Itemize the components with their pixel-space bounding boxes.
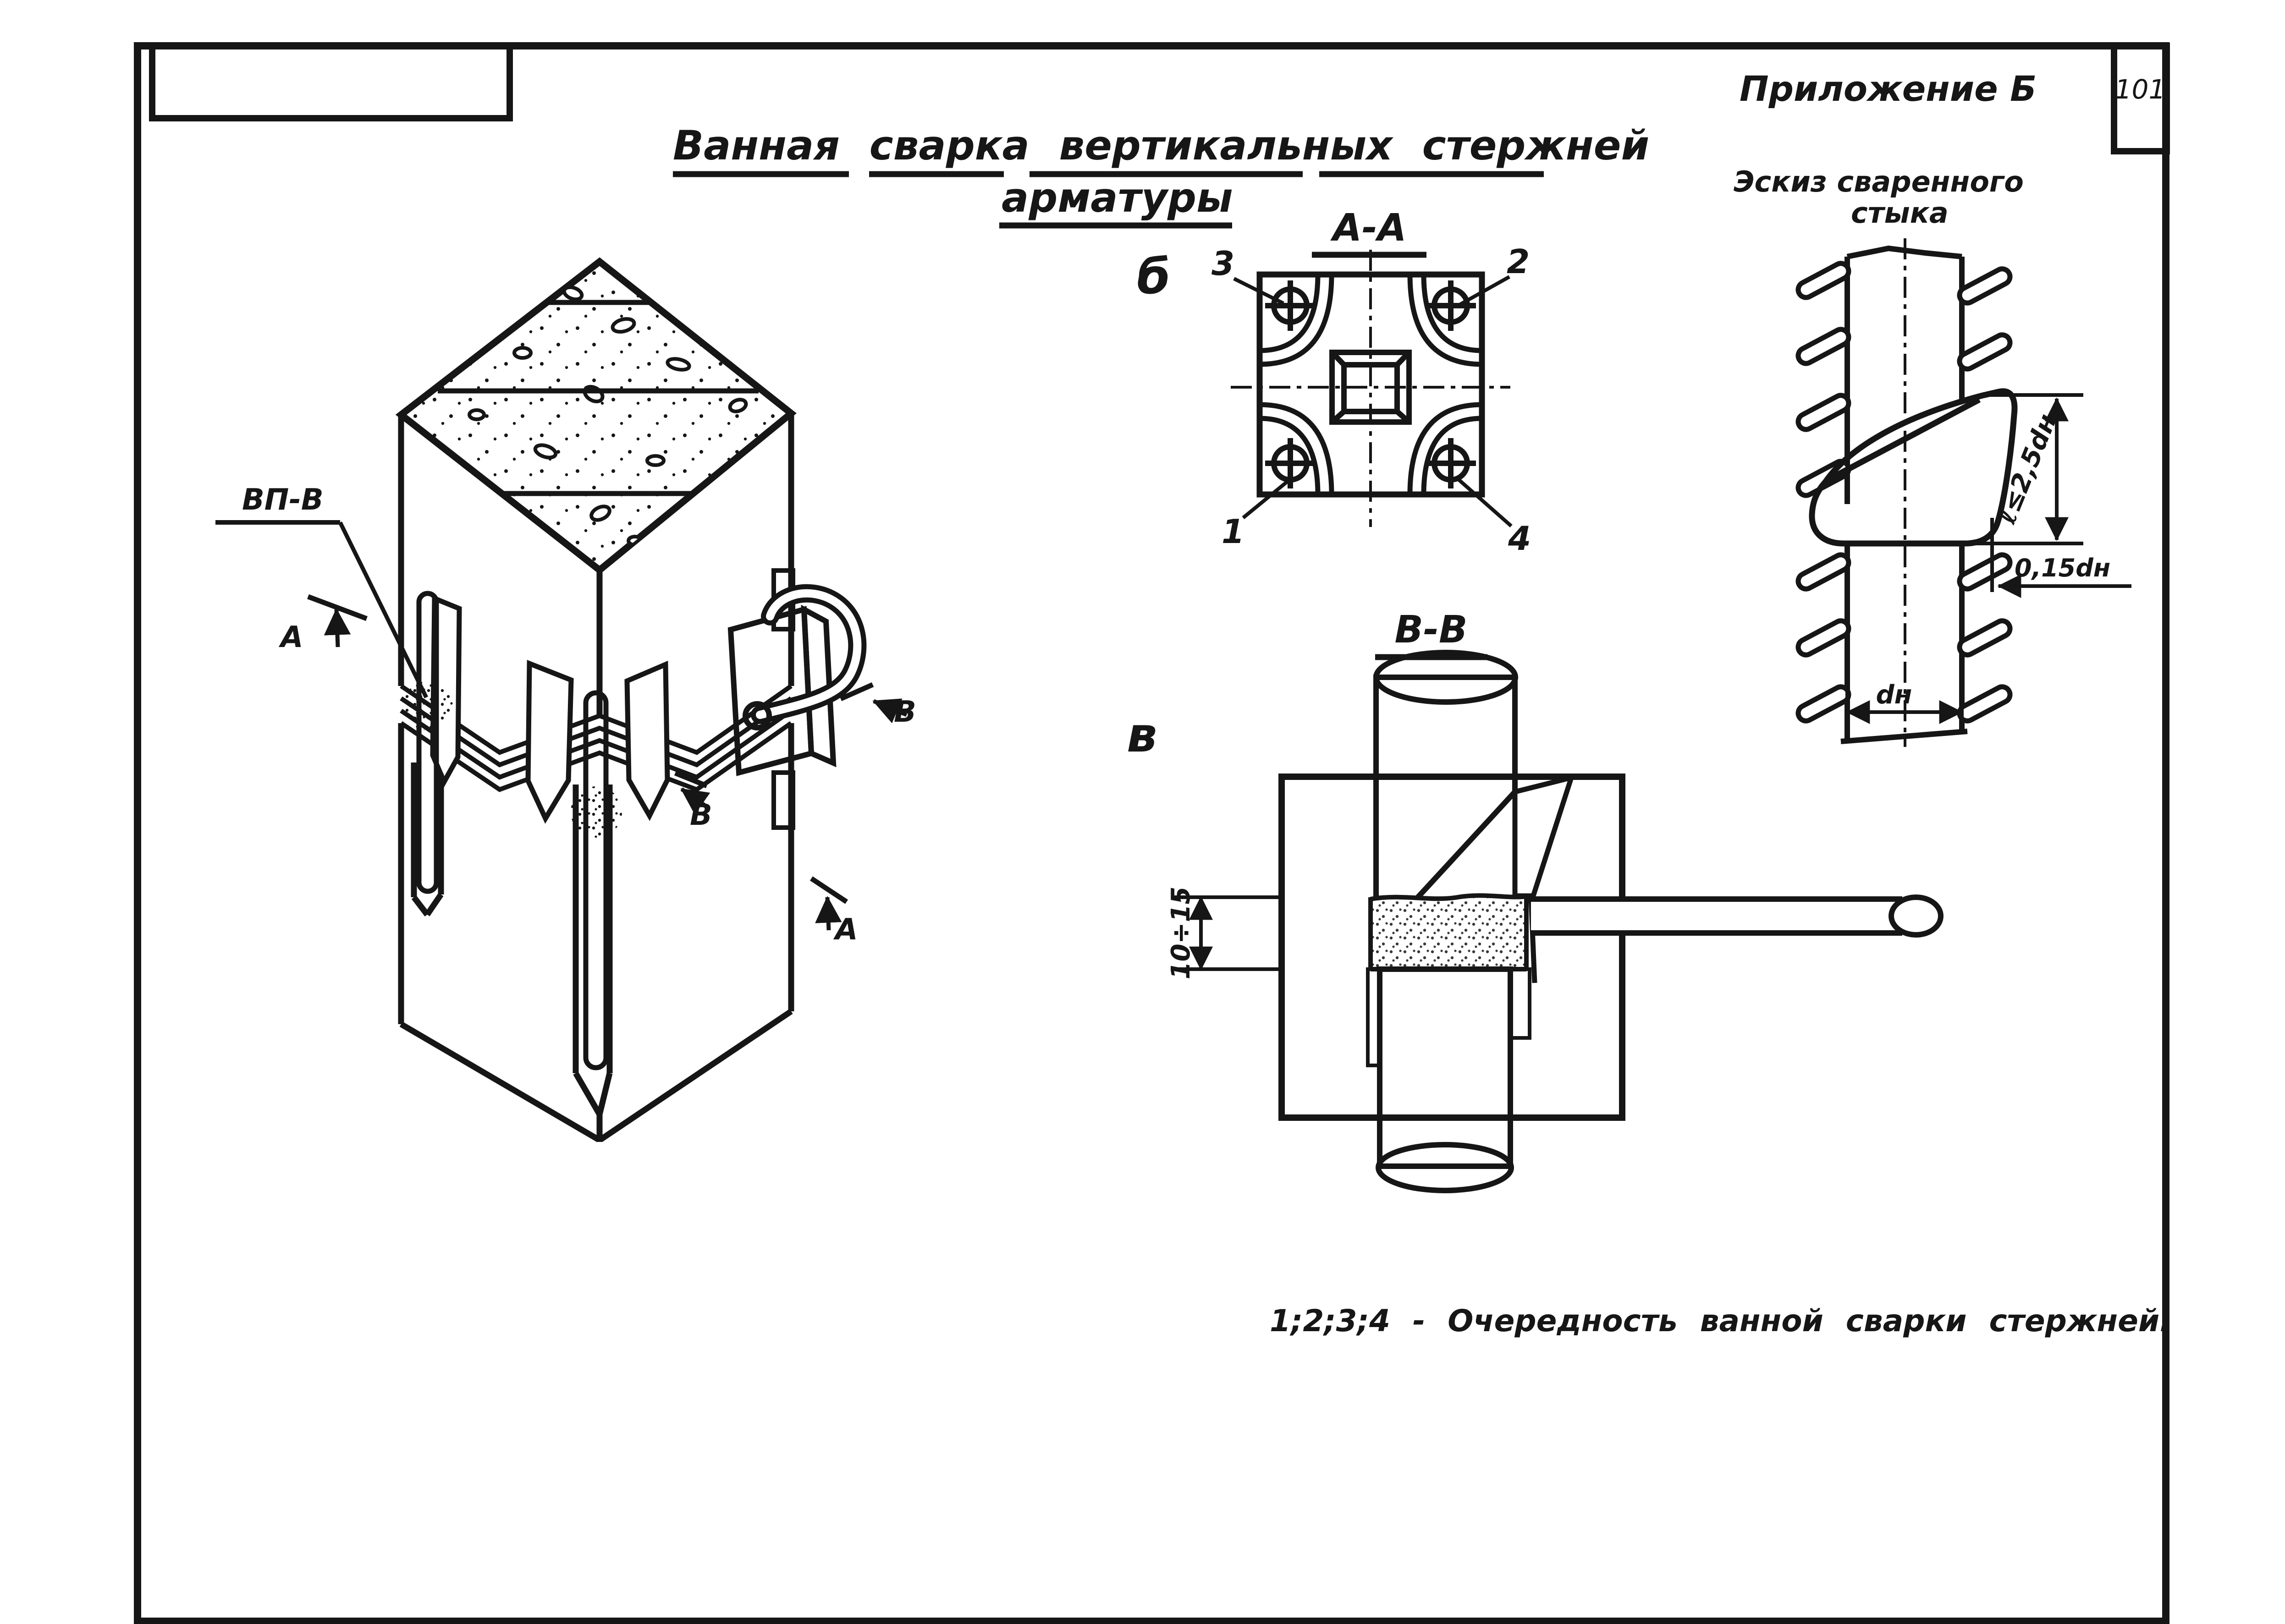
sketch-title-line1: Эскиз сваренного xyxy=(1734,165,2024,198)
section-bb-title: В-В xyxy=(1394,608,1468,652)
lower-column xyxy=(401,723,791,1142)
view-letter-v: в xyxy=(1127,707,1157,763)
splice-plates xyxy=(433,598,667,818)
bar-label-3: 3 xyxy=(1211,244,1235,283)
page-number: 101 xyxy=(2114,74,2166,105)
section-b-label-upper: В xyxy=(894,695,916,729)
section-b-label-lower: В xyxy=(690,798,712,832)
weld-pocket-label: ВП-В xyxy=(242,483,324,517)
weld-length-dimension: ℓ≤2,5dн xyxy=(1992,410,2063,528)
runoff-dimension: 0,15dн xyxy=(2015,554,2111,582)
appendix-label: Приложение Б xyxy=(1740,68,2037,109)
sketch-title-line2: стыка xyxy=(1851,196,1949,230)
section-a-label-top: А xyxy=(281,620,303,654)
bar-label-4: 4 xyxy=(1508,519,1531,558)
view-letter-b: б xyxy=(1137,249,1171,305)
section-a-label-bottom: А xyxy=(835,913,858,947)
weld-blob-center xyxy=(571,786,622,838)
stamp-box xyxy=(152,46,510,118)
concrete-texture xyxy=(401,262,795,573)
bar-label-1: 1 xyxy=(1221,512,1245,551)
gap-dimension: 10÷15 xyxy=(1166,886,1196,980)
weld-blob-left xyxy=(403,681,453,730)
section-aa xyxy=(1137,206,1531,558)
page-title xyxy=(673,122,1649,225)
title-line1: Ванная сварка вертикальных стержней xyxy=(673,122,1650,169)
isometric-view xyxy=(215,262,916,1142)
mold-form xyxy=(731,571,857,828)
caption: 1;2;3;4 - Очередность ванной сварки стержней. xyxy=(1270,1303,2171,1339)
bar-label-2: 2 xyxy=(1506,242,1530,281)
section-aa-title: А-А xyxy=(1332,206,1407,250)
diameter-dimension: dн xyxy=(1876,680,1912,710)
title-line2: арматуры xyxy=(1002,174,1233,221)
weld-sketch xyxy=(1734,165,2131,747)
